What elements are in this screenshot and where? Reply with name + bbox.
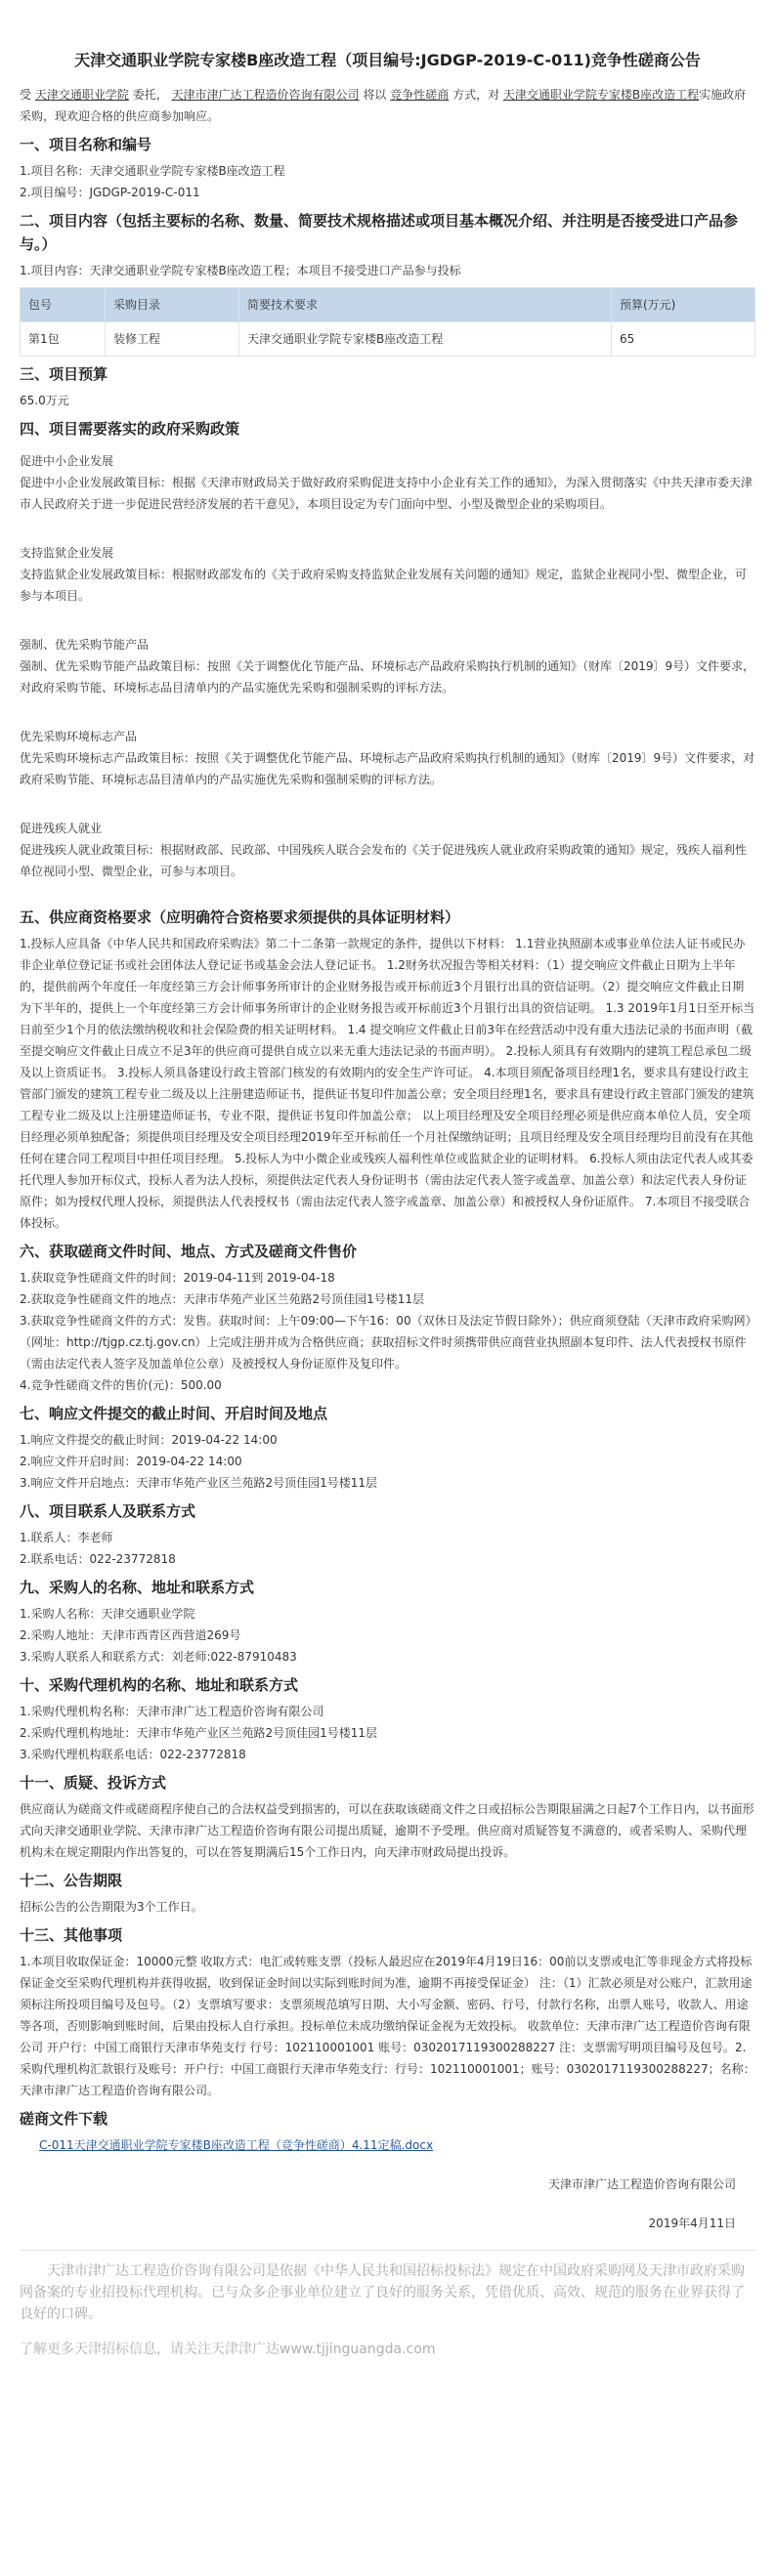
deadline-line: 1.响应文件提交的截止时间：2019-04-22 14:00	[20, 1433, 278, 1447]
intro-text: 方式，对	[452, 88, 500, 102]
policy-title: 促进残疾人就业	[20, 822, 103, 835]
project-content-line: 1.项目内容：天津交通职业学院专家楼B座改造工程；本项目不接受进口产品参与投标	[20, 264, 461, 277]
table-row	[21, 322, 755, 357]
lot-table-header	[21, 288, 755, 322]
agency-name-line: 1.采购代理机构名称：天津市津广达工程造价咨询有限公司	[20, 1705, 324, 1718]
policy-title: 强制、优先采购节能产品	[20, 638, 150, 652]
section-title-9: 九、采购人的名称、地址和联系方式	[20, 1579, 255, 1596]
doc-place-line: 2.获取竞争性磋商文件的地点：天津市华苑产业区兰苑路2号顶佳园1号楼11层	[20, 1292, 424, 1306]
contact-phone-line: 2.联系电话：022-23772818	[20, 1552, 176, 1566]
policy-body: 强制、优先采购节能产品政策目标：按照《关于调整优化节能产品、环境标志产品政府采购执行机制的通知》（财库〔2019〕9号）文件要求，对政府采购节能、环境标志品目清单内的产品实施优先采购和强制采购的评标方法。	[20, 659, 755, 695]
purchaser-address-line: 2.采购人地址：天津市西青区西营道269号	[20, 1628, 241, 1642]
complaint-body: 供应商认为磋商文件或磋商程序使自己的合法权益受到损害的，可以在获取该磋商文件之日或招标公告期限届满之日起7个工作日内，以书面形式向天津交通职业学院、天津市津广达工程造价咨询有限公司提出质疑，逾期不予受理。供应商对质疑答复不满意的，或者采购人、采购代理机构未在规定期限内作出答复的，可以在答复期满后15个工作日内，向天津市财政局提出投诉。	[20, 1802, 754, 1859]
intro-text: 委托，	[132, 88, 168, 102]
policy-body: 促进残疾人就业政策目标：根据财政部、民政部、中国残疾人联合会发布的《关于促进残疾人就业政府采购政策的通知》规定，残疾人福利性单位视同小型、微型企业，可参与本项目。	[20, 843, 748, 878]
table-header-cell: 简要技术要求	[239, 288, 612, 322]
policy-body: 促进中小企业发展政策目标：根据《天津市财政局关于做好政府采购促进支持中小企业有关工作的通知》，为深入贯彻落实《中共天津市委天津市人民政府关于进一步促进民营经济发展的若干意见》，本项目设定为专门面向中型、小型及微型企业的采购项目。	[20, 476, 753, 511]
section-title-2: 二、项目内容（包括主要标的名称、数量、简要技术规格描述或项目基本概况介绍、并注明是否接受进口产品参与。）	[20, 212, 739, 253]
project-name-line: 1.项目名称：天津交通职业学院专家楼B座改造工程	[20, 164, 285, 178]
policy-body: 支持监狱企业发展政策目标：根据财政部发布的《关于政府采购支持监狱企业发展有关问题的通知》规定，监狱企业视同小型、微型企业，可参与本项目。	[20, 568, 748, 603]
opening-place-line: 3.响应文件开启地点：天津市华苑产业区兰苑路2号顶佳园1号楼11层	[20, 1476, 377, 1490]
purchaser-contact-line: 3.采购人联系人和联系方式：刘老师:022-87910483	[20, 1650, 297, 1664]
section-title-13: 十三、其他事项	[20, 1926, 123, 1944]
table-cell: 65	[612, 322, 755, 357]
purchaser-name-line: 1.采购人名称：天津交通职业学院	[20, 1607, 195, 1621]
download-title: 磋商文件下载	[20, 2110, 108, 2128]
procurement-method: 竞争性磋商	[390, 88, 450, 102]
footer-about: 天津市津广达工程造价咨询有限公司是依据《中华人民共和国招标投标法》规定在中国政府采购网及天津市政府采购网备案的专业招投标代理机构。已与众多企事业单位建立了良好的服务关系，凭借优质、高效、规范的服务在业界获得了良好的口碑。	[20, 2263, 745, 2322]
download-link[interactable]: C-011天津交通职业学院专家楼B座改造工程（竞争性磋商）4.11定稿.docx	[39, 2138, 434, 2152]
table-cell: 第1包	[21, 322, 106, 357]
table-cell: 装修工程	[106, 322, 239, 357]
qualification-body: 1.投标人应具备《中华人民共和国政府采购法》第二十二条第一款规定的条件，提供以下材料： 1.1营业执照副本或事业单位法人证书或民办非企业单位登记证书或社会团体法人登记证书或基金会法人登记证书。 1.2财务状况报告等相关材料：（1）提交响应文件截止日期为上半年的，提供前两个年度任一年度经第三方会计师事务所审计的企业财务报告或开标前近3个月银行出具的资信证明。（2）提交响应文件截止日期为下半年的，提供上一个年度经第三方会计师事务所审计的企业财务报告或开标前近3个月银行出具的资信证明。 1.3 2019年1月1日至开标当日前至少1个月的依法缴纳税收和社会保险费的相关证明材料。 1.4 提交响应文件截止日前3年在经营活动中没有重大违法记录的书面声明（截至提交响应文件截止日成立不足3年的供应商可提供自成立以来无重大违法记录的书面声明）。 2.投标人须具有有效期内的建筑工程总承包二级及以上资质证书。 3.投标人须具备建设行政主管部门核发的有效期内的安全生产许可证。 4.本项目须配备项目经理1名，要求具有建设行政主管部门颁发的建筑工程专业二级及以上注册建造师证书，提供证书复印件加盖公章；安全项目经理1名，要求具有建设行政主管部门颁发的建筑工程专业二级及以上注册建造师证书，专业不限，提供证书复印件加盖公章； 以上项目经理及安全项目经理必须是供应商本单位人员，安全项目经理必须单独配备；须提供项目经理及安全项目经理2019年至开标前任一个月社保缴纳证明；且项目经理及安全项目经理均目前没有在其他任何在建合同工程项目中担任项目经理。 5.投标人为中小微企业或残疾人福利性单位或监狱企业的证明材料。 6.投标人须由法定代表人或其委托代理人参加开标仪式，投标人者为法人投标，须提供法定代表人身份证明书（需由法定代表人签字或盖章、加盖公章）和法定代表人身份证原件；如为授权代理人投标，须提供法人代表授权书（需由法定代表人签字或盖章、加盖公章）和被授权人身份证原件。 7.本项目不接受联合体投标。	[20, 937, 755, 1230]
purchaser-name: 天津交通职业学院	[34, 88, 129, 102]
announcement-page	[20, 0, 755, 2360]
table-header-cell: 预算(万元)	[612, 288, 755, 322]
project-name: 天津交通职业学院专家楼B座改造工程	[502, 88, 700, 102]
policy-title: 促进中小企业发展	[20, 454, 114, 468]
signoff-org: 天津市津广达工程造价咨询有限公司	[547, 2177, 736, 2191]
table-header-cell: 包号	[21, 288, 106, 322]
section-title-7: 七、响应文件提交的截止时间、开启时间及地点	[20, 1405, 328, 1422]
section-title-4: 四、项目需要落实的政府采购政策	[20, 420, 240, 438]
section-title-1: 一、项目名称和编号	[20, 136, 152, 153]
section-title-11: 十一、质疑、投诉方式	[20, 1774, 167, 1792]
doc-method-line: 3.获取竞争性磋商文件的方式：发售。获取时间：上午09:00—下午16：00（双休日及法定节假日除外）；供应商须登陆（天津市政府采购网）（网址：http://tjgp.cz.tj.gov.cn）上完成注册并成为合格供应商；获取招标文件时须携带供应商营业执照副本复印件、法人代表授权书原件（需由法定代表人签字及加盖单位公章）及被授权人身份证原件及复印件。	[20, 1314, 752, 1371]
signoff-date: 2019年4月11日	[648, 2217, 736, 2230]
section-title-12: 十二、公告期限	[20, 1872, 123, 1889]
section-title-10: 十、采购代理机构的名称、地址和联系方式	[20, 1676, 299, 1694]
footer	[20, 2250, 755, 2360]
contact-person-line: 1.联系人：李老师	[20, 1531, 113, 1544]
policy-body: 优先采购环境标志产品政策目标：按照《关于调整优化节能产品、环境标志产品政府采购执行机制的通知》（财库〔2019〕9号）文件要求，对政府采购节能、环境标志品目清单内的产品实施优先采购和强制采购的评标方法。	[20, 751, 755, 786]
intro-text: 将以	[363, 88, 387, 102]
intro-paragraph	[20, 84, 755, 127]
agency-address-line: 2.采购代理机构地址：天津市华苑产业区兰苑路2号顶佳园1号楼11层	[20, 1726, 377, 1740]
agency-name: 天津市津广达工程造价咨询有限公司	[171, 88, 360, 102]
project-code-line: 2.项目编号：JGDGP-2019-C-011	[20, 186, 200, 199]
policy-title: 优先采购环境标志产品	[20, 730, 138, 743]
footer-more-link[interactable]: 了解更多天津招标信息，请关注天津津广达www.tjjinguangda.com	[20, 2342, 436, 2357]
section-title-3: 三、项目预算	[20, 365, 108, 383]
notice-period-body: 招标公告的公告期限为3个工作日。	[20, 1900, 203, 1914]
policy-title: 支持监狱企业发展	[20, 546, 114, 560]
doc-price-line: 4.竞争性磋商文件的售价(元)：500.00	[20, 1378, 222, 1392]
intro-text: 受	[20, 88, 32, 102]
intro-text: 实施政府采购，现欢迎合格的供应商参加响应。	[20, 88, 747, 123]
agency-phone-line: 3.采购代理机构联系电话：022-23772818	[20, 1748, 246, 1761]
table-cell: 天津交通职业学院专家楼B座改造工程	[239, 322, 612, 357]
section-title-8: 八、项目联系人及联系方式	[20, 1502, 196, 1520]
table-header-cell: 采购目录	[106, 288, 239, 322]
page-title: 天津交通职业学院专家楼B座改造工程（项目编号:JGDGP-2019-C-011)竞争性磋商公告	[74, 51, 701, 69]
doc-time-line: 1.获取竞争性磋商文件的时间：2019-04-11到 2019-04-18	[20, 1271, 335, 1285]
section-title-6: 六、获取磋商文件时间、地点、方式及磋商文件售价	[20, 1243, 358, 1260]
budget-value: 65.0万元	[20, 394, 69, 407]
other-matters-body: 1.本项目收取保证金：10000元整 收取方式：电汇或转账支票（投标人最迟应在2019年4月19日16：00前以支票或电汇等非现金方式将投标保证金交至采购代理机构并获得收据，收到保证金时间以实际到账时间为准，逾期不再接受保证金） 注：（1）汇款必须是对公账户，汇款用途须标注所投项目编号及包号。（2）支票填写要求：支票须规范填写日期、大小写金额、密码、行号，付款行名称，出票人账号，收款人、用途等各项，否则影响到账时间，后果由投标人自行承担。投标单位未成功缴纳保证金视为无效投标。 收款单位：天津市津广达工程造价咨询有限公司 开户行：中国工商银行天津市华苑支行 行号：102110001001 账号：0302017119300288227 注：支票需写明项目编号及包号。2.采购代理机构汇款银行及账号：开户行：中国工商银行天津市华苑支行：行号：102110001001；账号：0302017119300288227；名称：天津市津广达工程造价咨询有限公司。	[20, 1955, 755, 2097]
section-title-5: 五、供应商资格要求（应明确符合资格要求须提供的具体证明材料）	[20, 908, 460, 926]
opening-time-line: 2.响应文件开启时间：2019-04-22 14:00	[20, 1455, 242, 1468]
lot-table	[20, 287, 755, 357]
